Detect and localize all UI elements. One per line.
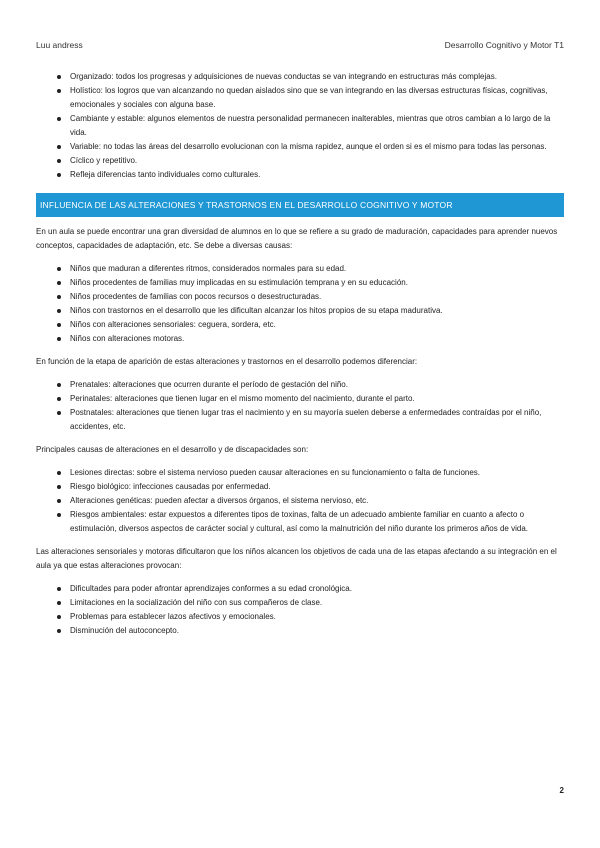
list-item: Refleja diferencias tanto individuales como culturales.	[36, 168, 564, 182]
list-item: Postnatales: alteraciones que tienen lugar tras el nacimiento y en su mayoría suelen deberse a enfermedades contraídas por el niño, accidentes, etc.	[36, 406, 564, 434]
list-item: Organizado: todos los progresas y adquisiciones de nuevas conductas se van integrando en estructuras más complejas.	[36, 70, 564, 84]
paragraph: En un aula se puede encontrar una gran diversidad de alumnos en lo que se refiere a su grado de maduración, capacidades para aprender nuevos conceptos, capacidades de adaptación, etc. Se debe a diversas causas:	[36, 227, 558, 250]
list-item: Cambiante y estable: algunos elementos de nuestra personalidad permanecen inalterables, mientras que otros cambian a lo largo de la vida.	[36, 112, 564, 140]
paragraph: En función de la etapa de aparición de estas alteraciones y trastornos en el desarrollo podemos diferenciar:	[36, 357, 418, 366]
list-item: Prenatales: alteraciones que ocurren durante el período de gestación del niño.	[36, 378, 564, 392]
list-item: Alteraciones genéticas: pueden afectar a diversos órganos, el sistema nervioso, etc.	[36, 494, 564, 508]
list-item: Disminución del autoconcepto.	[36, 624, 564, 638]
page-content	[36, 70, 564, 638]
paragraph: Principales causas de alteraciones en el desarrollo y de discapacidades son:	[36, 445, 309, 454]
list-item: Variable: no todas las áreas del desarrollo evolucionan con la misma rapidez, aunque el orden si es el mismo para todas las personas.	[36, 140, 564, 154]
list-item: Cíclico y repetitivo.	[36, 154, 564, 168]
list-item: Holístico: los logros que van alcanzando no quedan aislados sino que se van integrando en las diversas estructuras físicas, cognitivas, emocionales y sociales con alguna base.	[36, 84, 564, 112]
list-item: Riesgos ambientales: estar expuestos a diferentes tipos de toxinas, falta de un adecuado ambiente familiar en cuanto a afecto o estimulación, diversos aspectos de carácter social y cultural, así como la malnutrición del niño durante los primeros años de vida.	[36, 508, 564, 536]
consequences-list	[36, 582, 564, 638]
paragraph: Las alteraciones sensoriales y motoras dificultaron que los niños alcancen los objetivos de cada una de las etapas afectando a su integración en el aula ya que estas alteraciones provocan:	[36, 547, 557, 570]
list-item: Niños con trastornos en el desarrollo que les dificultan alcanzar los hitos propios de su etapa madurativa.	[36, 304, 564, 318]
header-author: Luu andress	[36, 40, 83, 50]
development-characteristics-list	[36, 70, 564, 182]
list-item: Limitaciones en la socialización del niño con sus compañeros de clase.	[36, 596, 564, 610]
list-item: Niños procedentes de familias muy implicadas en su estimulación temprana y en su educación.	[36, 276, 564, 290]
list-item: Lesiones directas: sobre el sistema nervioso pueden causar alteraciones en su funcionamiento o falta de funciones.	[36, 466, 564, 480]
list-item: Niños con alteraciones sensoriales: ceguera, sordera, etc.	[36, 318, 564, 332]
page-header	[36, 40, 564, 50]
list-item: Niños que maduran a diferentes ritmos, considerados normales para su edad.	[36, 262, 564, 276]
list-item: Riesgo biológico: infecciones causadas por enfermedad.	[36, 480, 564, 494]
list-item: Niños con alteraciones motoras.	[36, 332, 564, 346]
list-item: Niños procedentes de familias con pocos recursos o desestructuradas.	[36, 290, 564, 304]
section-heading: INFLUENCIA DE LAS ALTERACIONES Y TRASTORNOS EN EL DESARROLLO COGNITIVO Y MOTOR	[36, 193, 564, 217]
list-item: Dificultades para poder afrontar aprendizajes conformes a su edad cronológica.	[36, 582, 564, 596]
main-causes-list	[36, 466, 564, 536]
list-item: Perinatales: alteraciones que tienen lugar en el mismo momento del nacimiento, durante el parto.	[36, 392, 564, 406]
alteration-stage-list	[36, 378, 564, 434]
diversity-causes-list	[36, 262, 564, 346]
page-number: 2	[559, 786, 564, 795]
header-course-title: Desarrollo Cognitivo y Motor T1	[444, 40, 564, 50]
list-item: Problemas para establecer lazos afectivos y emocionales.	[36, 610, 564, 624]
